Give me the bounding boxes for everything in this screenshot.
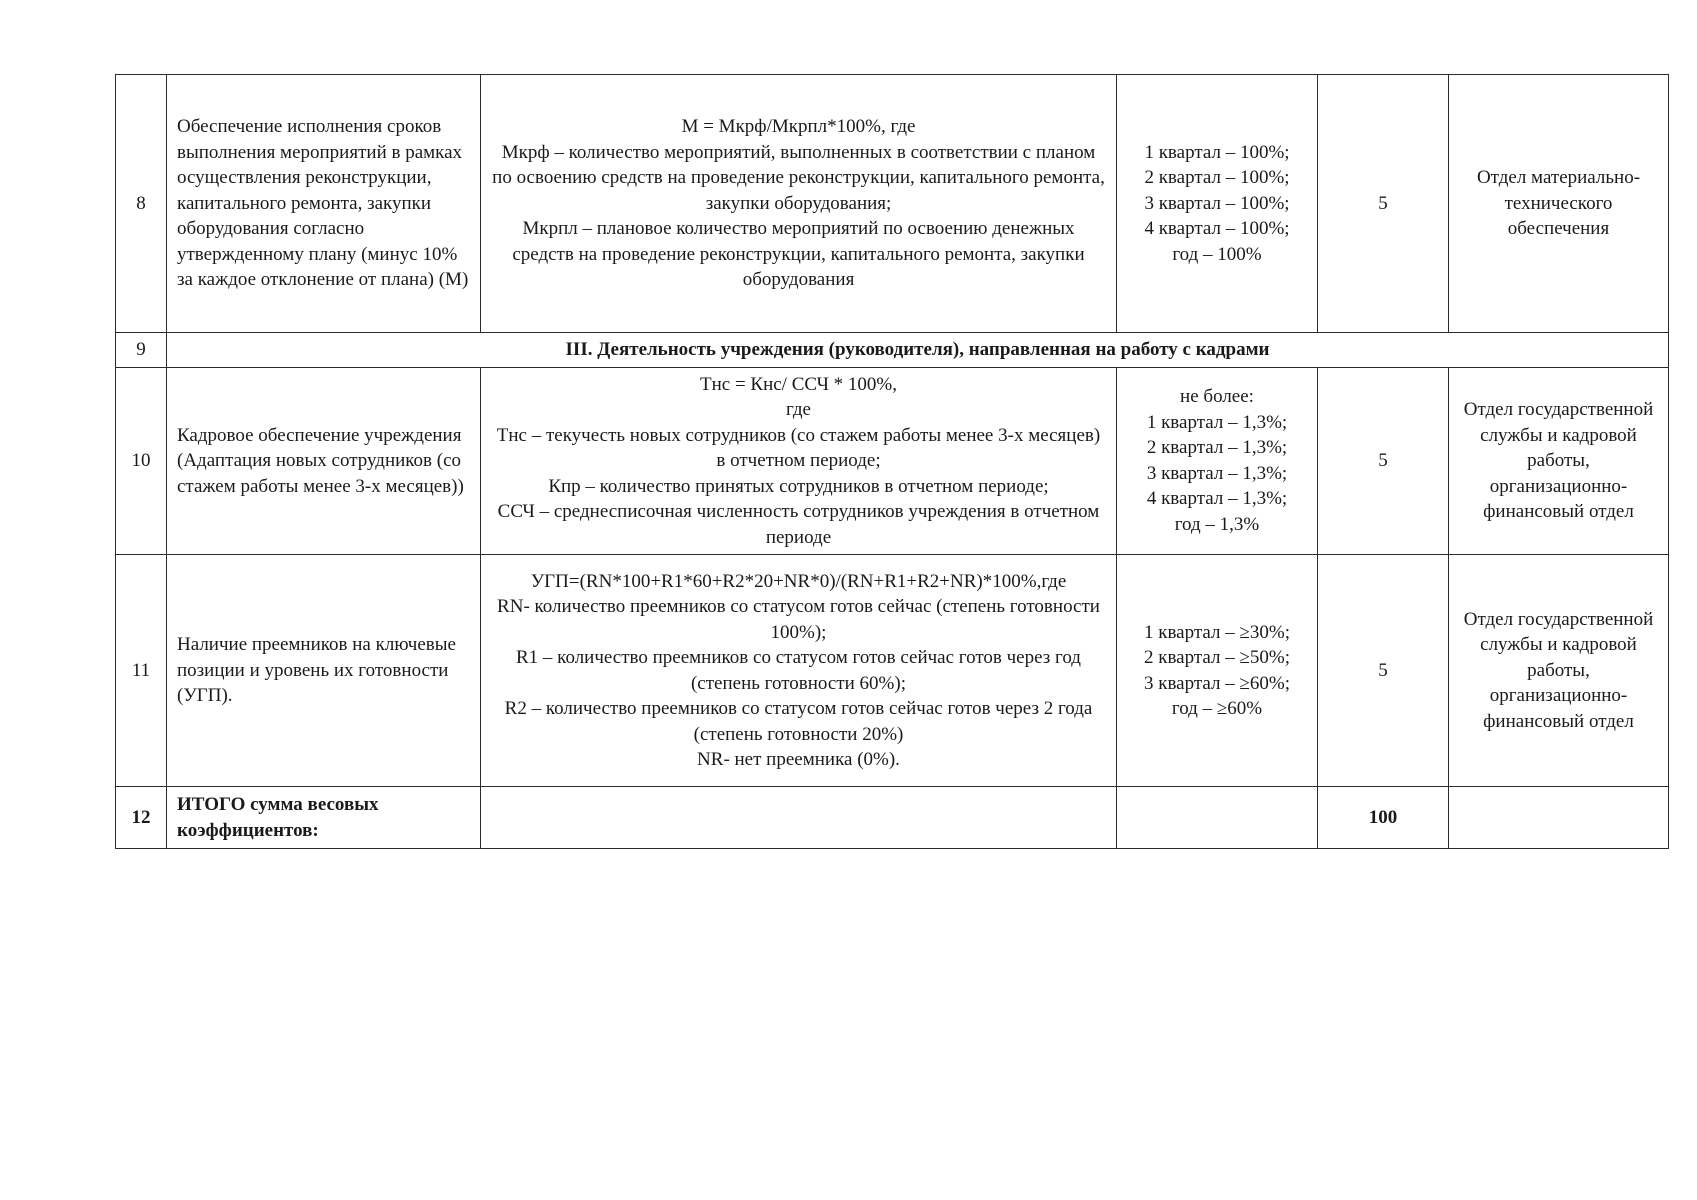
target-value: 4 квартал – 100%;: [1144, 218, 1290, 240]
indicator-name: Обеспечение исполнения сроков выполнения мероприятий в рамках осуществления реконструкции, капитального ремонта, закупки оборудования согласно утвержденному плану (минус 10% за каждое отклонение от плана) (М): [167, 75, 481, 333]
formula-line: Мкрпл – плановое количество мероприятий по освоению денежных средств на проведение реконструкции, капитального ремонта, закупки оборудования: [512, 218, 1085, 291]
section-title: III. Деятельность учреждения (руководителя), направленная на работу с кадрами: [167, 333, 1669, 368]
total-row: [116, 787, 1669, 849]
target-value: год – 100%: [1172, 243, 1262, 265]
formula-line: R2 – количество преемников со статусом готов сейчас готов через 2 года (степень готовности 20%): [504, 698, 1093, 745]
empty-cell: [1117, 787, 1318, 849]
formula-line: Мкрф – количество мероприятий, выполненных в соответствии с планом по освоению средств на проведение реконструкции, капитального ремонта, закупки оборудования;: [492, 141, 1105, 214]
table-row: [116, 75, 1669, 333]
row-number: 10: [116, 367, 167, 555]
table-row: [116, 555, 1669, 787]
target-values: [1117, 555, 1318, 787]
total-weight: 100: [1318, 787, 1449, 849]
formula-line: где: [786, 399, 811, 420]
formula-line: ССЧ – среднесписочная численность сотрудников учреждения в отчетном периоде: [497, 501, 1100, 548]
weight-coefficient: 5: [1318, 555, 1449, 787]
section-row: [116, 333, 1669, 368]
target-value: 1 квартал – 100%;: [1144, 141, 1290, 163]
target-value: год – ≥60%: [1171, 698, 1263, 719]
target-value: не более:: [1180, 386, 1254, 408]
weight-coefficient: 5: [1318, 75, 1449, 333]
target-value: 2 квартал – 100%;: [1144, 167, 1290, 189]
formula-line: RN- количество преемников со статусом готов сейчас (степень готовности 100%);: [497, 596, 1100, 643]
weight-coefficient: 5: [1318, 367, 1449, 555]
responsible-department: Отдел государственной службы и кадровой работы, организационно-финансовый отдел: [1449, 367, 1669, 555]
indicators-table: [115, 74, 1669, 849]
target-value: 3 квартал – ≥60%;: [1143, 672, 1291, 694]
row-number: 11: [116, 555, 167, 787]
formula-line: М = Мкрф/Мкрпл*100%, где: [681, 116, 916, 138]
target-value: год – 1,3%: [1174, 513, 1260, 535]
table-row: [116, 367, 1669, 555]
indicator-name: Кадровое обеспечение учреждения (Адаптация новых сотрудников (со стажем работы менее 3-х месяцев)): [167, 367, 481, 555]
target-value: 3 квартал – 100%;: [1144, 192, 1290, 214]
target-value: 2 квартал – 1,3%;: [1146, 437, 1288, 459]
target-value: 2 квартал – ≥50%;: [1143, 647, 1291, 668]
target-value: 3 квартал – 1,3%;: [1146, 462, 1288, 484]
indicator-formula: [481, 367, 1117, 555]
responsible-department: Отдел государственной службы и кадровой работы, организационно-финансовый отдел: [1449, 555, 1669, 787]
row-number: 12: [116, 787, 167, 849]
formula-line: Тнс – текучесть новых сотрудников (со стажем работы менее 3-х месяцев) в отчетном периоде;: [496, 424, 1101, 471]
target-values: [1117, 75, 1318, 333]
target-value: 1 квартал – 1,3%;: [1146, 411, 1288, 433]
formula-line: Тнс = Кнс/ ССЧ * 100%,: [699, 373, 898, 395]
target-value: 1 квартал – ≥30%;: [1143, 621, 1291, 643]
formula-line: R1 – количество преемников со статусом готов сейчас готов через год (степень готовности 60%);: [516, 647, 1081, 694]
row-number: 9: [116, 333, 167, 368]
target-value: 4 квартал – 1,3%;: [1146, 488, 1288, 510]
indicator-formula: [481, 75, 1117, 333]
target-values: [1117, 367, 1318, 555]
total-label: ИТОГО сумма весовых коэффициентов:: [167, 787, 481, 849]
empty-cell: [481, 787, 1117, 849]
indicator-name: Наличие преемников на ключевые позиции и уровень их готовности (УГП).: [167, 555, 481, 787]
formula-line: УГП=(RN*100+R1*60+R2*20+NR*0)/(RN+R1+R2+NR)*100%,где: [530, 570, 1067, 592]
empty-cell: [1449, 787, 1669, 849]
responsible-department: Отдел материально-технического обеспечения: [1449, 75, 1669, 333]
row-number: 8: [116, 75, 167, 333]
formula-line: NR- нет преемника (0%).: [697, 749, 900, 770]
formula-line: Кпр – количество принятых сотрудников в отчетном периоде;: [548, 475, 1049, 497]
indicator-formula: [481, 555, 1117, 787]
